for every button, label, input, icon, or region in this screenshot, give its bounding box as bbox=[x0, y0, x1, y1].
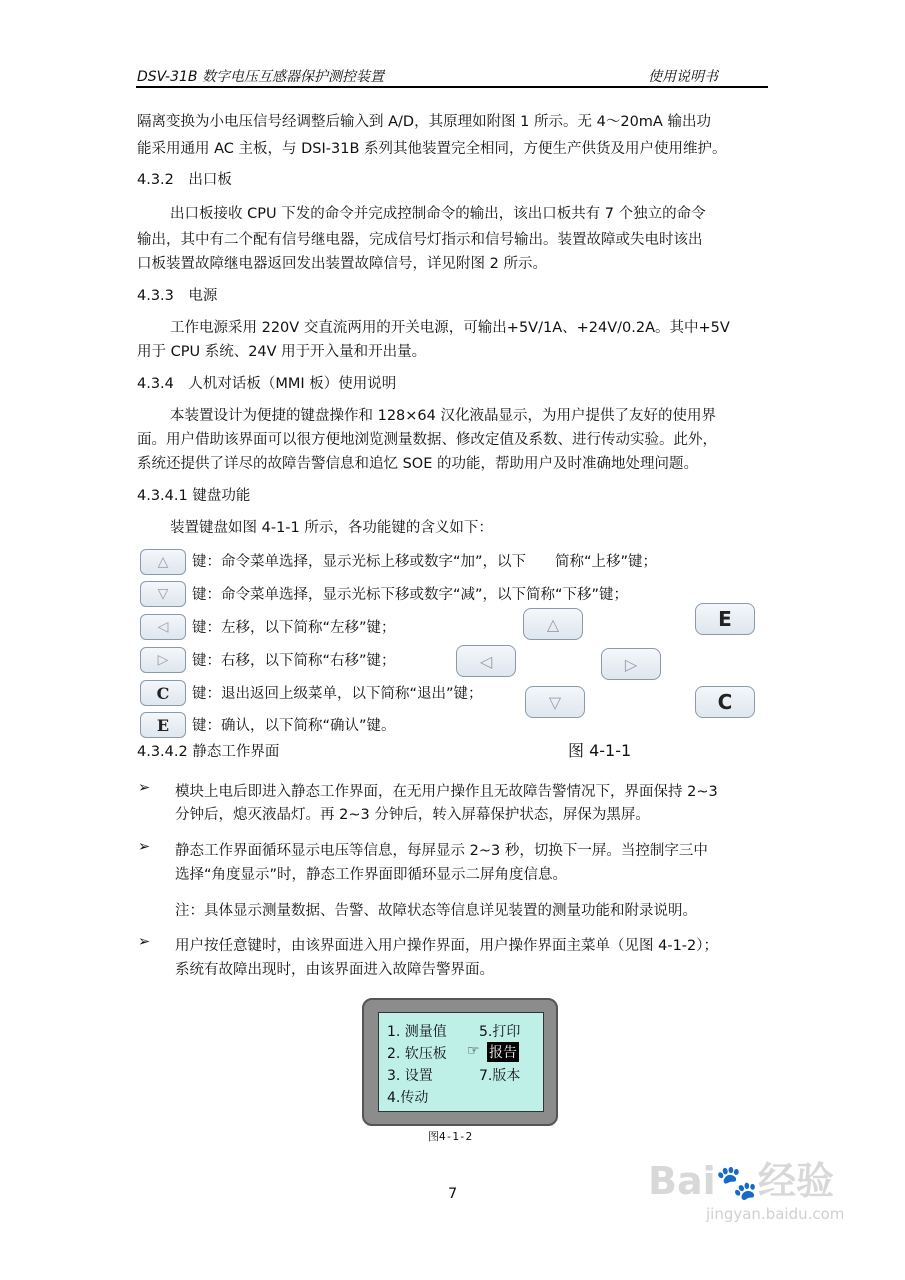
figure-caption: 图4-1-2 bbox=[428, 1130, 473, 1143]
header-title: DSV-31B 数字电压互感器保护测控装置 bbox=[137, 69, 384, 85]
up-key-icon: △ bbox=[140, 549, 186, 575]
section-heading: 4.3.3 电源 bbox=[137, 288, 218, 304]
section-heading: 4.3.2 出口板 bbox=[137, 172, 232, 188]
fig-down-key-icon: ▽ bbox=[525, 686, 585, 718]
watermark-url: jingyan.baidu.com bbox=[706, 1205, 845, 1223]
text-line: 隔离变换为小电压信号经调整后输入到 A/D，其原理如附图 1 所示。无 4～20mA 输出功 bbox=[137, 114, 711, 130]
menu-item: 7.版本 bbox=[479, 1068, 521, 1084]
key-description: 键：退出返回上级菜单，以下简称“退出”键； bbox=[192, 686, 483, 702]
text-line: 用于 CPU 系统、24V 用于开入量和开出量。 bbox=[137, 344, 427, 360]
page-number: 7 bbox=[448, 1186, 458, 1202]
text-line: 输出，其中有二个配有信号继电器，完成信号灯指示和信号输出。装置故障或失电时该出 bbox=[137, 232, 703, 248]
key-description: 键：命令菜单选择，显示光标下移或数字“减”，以下简称“下移”键； bbox=[192, 587, 629, 603]
lcd-menu-figure bbox=[362, 998, 558, 1126]
baidu-watermark-logo: Bai🐾经验 bbox=[648, 1159, 834, 1203]
text-line: 模块上电后即进入静态工作界面，在无用户操作且无故障告警情况下，界面保持 2~3 bbox=[175, 784, 718, 800]
c-key-icon: C bbox=[140, 680, 186, 706]
note: 注：具体显示测量数据、告警、故障状态等信息详见装置的测量功能和附录说明。 bbox=[175, 903, 697, 919]
lcd-screen bbox=[378, 1012, 544, 1112]
menu-item: 5.打印 bbox=[479, 1024, 521, 1040]
fig-e-key-icon: E bbox=[695, 603, 755, 635]
figure-caption: 图 4-1-1 bbox=[568, 741, 632, 760]
section-heading: 4.3.4 人机对话板（MMI 板）使用说明 bbox=[137, 376, 397, 392]
text-line: 口板装置故障继电器返回发出装置故障信号，详见附图 2 所示。 bbox=[137, 256, 547, 272]
text-line: 系统有故障出现时，由该界面进入故障告警界面。 bbox=[175, 962, 494, 978]
menu-item: 2. 软压板 bbox=[387, 1046, 447, 1062]
text-line: 选择“角度显示”时，静态工作界面即循环显示二屏角度信息。 bbox=[175, 867, 568, 883]
key-description: 键：右移，以下简称“右移”键； bbox=[192, 653, 396, 669]
menu-item: 1. 测量值 bbox=[387, 1024, 447, 1040]
bullet-icon: ➢ bbox=[138, 839, 151, 855]
section-heading: 4.3.4.2 静态工作界面 bbox=[137, 744, 280, 760]
text-line: 分钟后，熄灭液晶灯。再 2~3 分钟后，转入屏幕保护状态，屏保为黑屏。 bbox=[175, 807, 650, 823]
header-right: 使用说明书 bbox=[648, 69, 718, 85]
section-heading: 4.3.4.1 键盘功能 bbox=[137, 488, 251, 504]
fig-left-key-icon: ◁ bbox=[456, 645, 516, 677]
text-line: 系统还提供了详尽的故障告警信息和追忆 SOE 的功能，帮助用户及时准确地处理问题。 bbox=[137, 456, 698, 472]
hand-pointer-icon: ☞ bbox=[467, 1043, 480, 1059]
e-key-icon: E bbox=[140, 712, 186, 738]
menu-item: 4.传动 bbox=[387, 1090, 429, 1106]
text-line: 出口板接收 CPU 下发的命令并完成控制命令的输出，该出口板共有 7 个独立的命令 bbox=[170, 206, 706, 222]
text-line: 静态工作界面循环显示电压等信息，每屏显示 2~3 秒，切换下一屏。当控制字三中 bbox=[175, 843, 708, 859]
text-line: 本装置设计为便捷的键盘操作和 128×64 汉化液晶显示，为用户提供了友好的使用界 bbox=[170, 408, 716, 424]
fig-right-key-icon: ▷ bbox=[601, 648, 661, 680]
bullet-icon: ➢ bbox=[138, 934, 151, 950]
text-line: 用户按任意键时，由该界面进入用户操作界面，用户操作界面主菜单（见图 4-1-2）； bbox=[175, 938, 718, 954]
fig-c-key-icon: C bbox=[695, 686, 755, 718]
menu-item-selected: 报告 bbox=[487, 1042, 519, 1062]
text-line: 装置键盘如图 4-1-1 所示，各功能键的含义如下： bbox=[170, 520, 493, 536]
key-description: 键：左移，以下简称“左移”键； bbox=[192, 620, 396, 636]
left-key-icon: ◁ bbox=[140, 614, 186, 640]
key-description: 键：确认，以下简称“确认”键。 bbox=[192, 718, 396, 734]
bullet-icon: ➢ bbox=[138, 780, 151, 796]
menu-item: 3. 设置 bbox=[387, 1068, 433, 1084]
header-rule bbox=[136, 86, 768, 88]
text-line: 能采用通用 AC 主板，与 DSI-31B 系列其他装置完全相同，方便生产供货及用户使用维护。 bbox=[137, 141, 727, 157]
text-line: 面。用户借助该界面可以很方便地浏览测量数据、修改定值及系数、进行传动实验。此外， bbox=[137, 432, 717, 448]
key-description: 键：命令菜单选择，显示光标上移或数字“加”，以下 简称“上移”键； bbox=[192, 554, 658, 570]
text-line: 工作电源采用 220V 交直流两用的开关电源，可输出+5V/1A、+24V/0.2A。其中+5V bbox=[170, 320, 730, 336]
down-key-icon: ▽ bbox=[140, 581, 186, 607]
right-key-icon: ▷ bbox=[140, 647, 186, 673]
fig-up-key-icon: △ bbox=[523, 608, 583, 640]
